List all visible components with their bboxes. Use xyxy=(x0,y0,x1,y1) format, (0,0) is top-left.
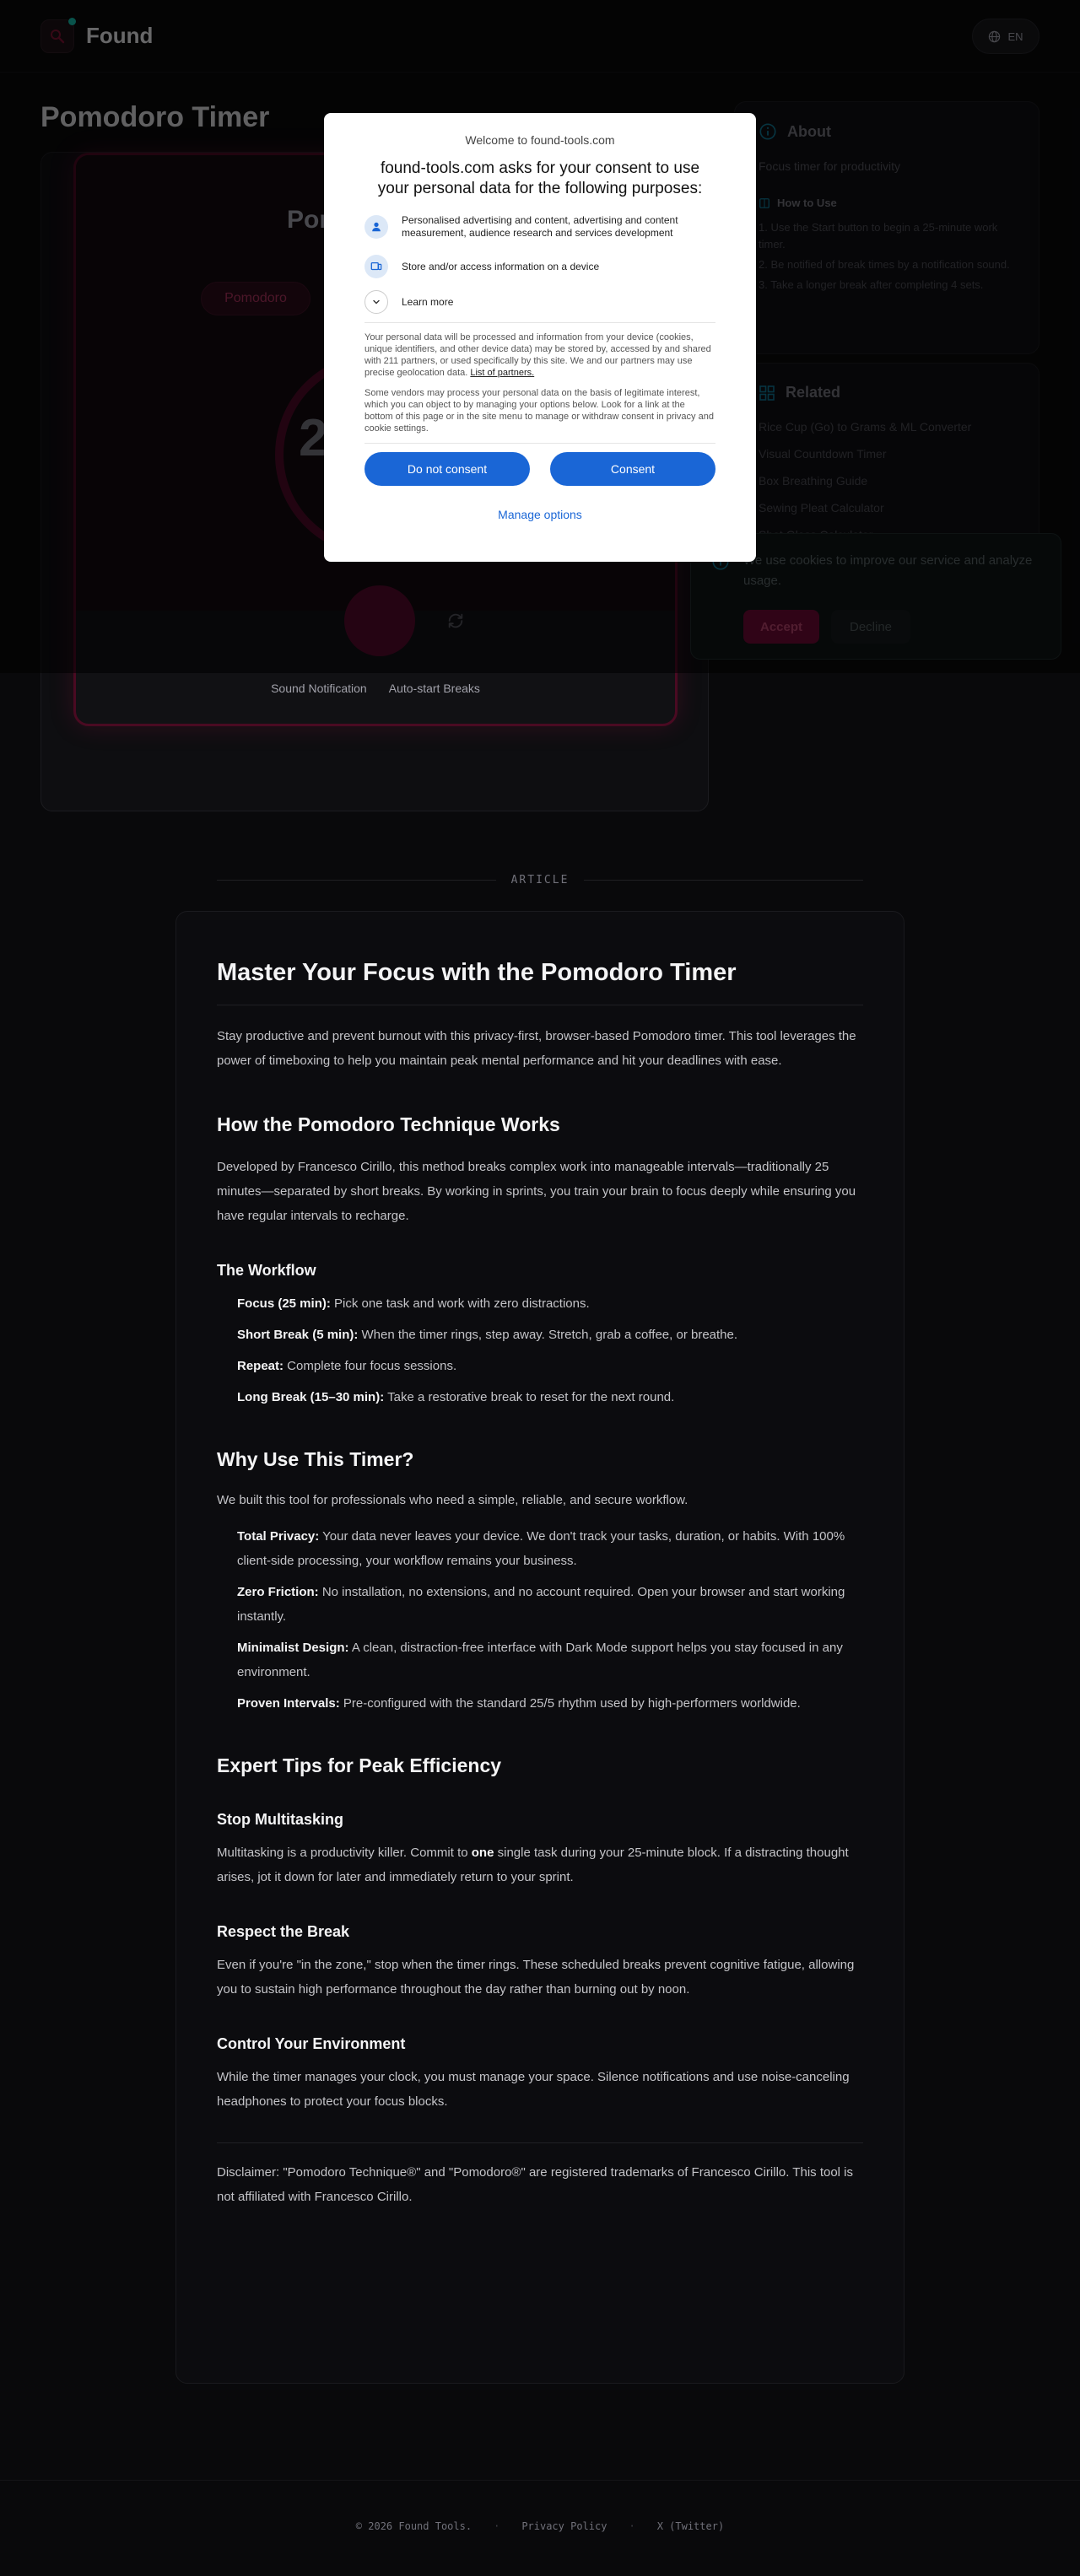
footer-divider xyxy=(0,2480,1080,2481)
section-paragraph: While the timer manages your clock, you must manage your space. Silence notifications and use noise-canceling headphones to protect your focus blocks. xyxy=(217,2070,850,2109)
consent-paragraph xyxy=(364,331,716,379)
auto-start-breaks-toggle[interactable]: Auto-start Breaks xyxy=(388,682,480,695)
list-item xyxy=(237,1354,863,1378)
consent-paragraph: Some vendors may process your personal data on the basis of legitimate interest, which you can object to by managing your options below. Look for a link at the bottom of this page or in the site menu to manage or withdraw consent in privacy and cookie settings. xyxy=(364,388,714,434)
consent-purpose-text: Store and/or access information on a device xyxy=(402,260,600,272)
person-icon xyxy=(364,215,388,239)
timer-options xyxy=(76,682,675,695)
site-footer xyxy=(0,2520,1080,2532)
section-paragraph: Developed by Francesco Cirillo, this method breaks complex work into manageable intervals—traditionally 25 minutes—separated by short breaks. By working in sprints, you train your brain to focus deeply while ensuring you have regular intervals to recharge. xyxy=(217,1160,856,1223)
footer-separator: · xyxy=(494,2520,500,2532)
footer-separator: · xyxy=(629,2520,635,2532)
subsection-heading: The Workflow xyxy=(217,1262,316,1279)
partners-link[interactable]: List of partners. xyxy=(470,368,535,378)
learn-more-toggle[interactable] xyxy=(364,290,716,314)
section-heading: Why Use This Timer? xyxy=(217,1448,414,1470)
paragraph-text: single task during your 25-minute block. If a distracting thought arises, jot it down for later and immediately return to your sprint. xyxy=(217,1846,849,1884)
list-item xyxy=(237,1691,863,1716)
list-term: Total Privacy: xyxy=(237,1529,320,1544)
chevron-down-icon xyxy=(364,290,388,314)
consent-title: found-tools.com asks for your consent to use your personal data for the following purposes: xyxy=(377,159,703,197)
list-text: Pick one task and work with zero distractions. xyxy=(330,1296,590,1311)
list-term: Minimalist Design: xyxy=(237,1641,349,1655)
list-term: Long Break (15–30 min): xyxy=(237,1390,385,1404)
list-text: Your data never leaves your device. We don't track your tasks, duration, or habits. With 100% client-side processing, your workflow remains your business. xyxy=(237,1529,845,1568)
section-heading: Expert Tips for Peak Efficiency xyxy=(217,1754,502,1776)
learn-more-label: Learn more xyxy=(402,296,454,308)
consent-purpose xyxy=(364,214,716,240)
list-term: Zero Friction: xyxy=(237,1585,319,1599)
consent-actions xyxy=(364,452,716,486)
consent-purpose xyxy=(364,255,716,278)
subsection-heading: Stop Multitasking xyxy=(217,1811,343,1828)
section-heading: How the Pomodoro Technique Works xyxy=(217,1113,560,1135)
list-text: A clean, distraction-free interface with Dark Mode support helps you stay focused in any environment. xyxy=(237,1641,843,1679)
list-item xyxy=(237,1580,863,1629)
list-text: When the timer rings, step away. Stretch, grab a coffee, or breathe. xyxy=(358,1328,738,1342)
subsection-heading: Control Your Environment xyxy=(217,2035,406,2052)
why-list xyxy=(217,1524,863,1716)
list-term: Focus (25 min): xyxy=(237,1296,331,1311)
list-item xyxy=(237,1385,863,1409)
list-text: Pre-configured with the standard 25/5 rhythm used by high-performers worldwide. xyxy=(339,1696,801,1711)
divider xyxy=(217,2142,863,2143)
section-paragraph xyxy=(217,1840,863,1889)
divider xyxy=(364,322,716,323)
list-item xyxy=(237,1323,863,1347)
consent-paragraph-text: Your personal data will be processed and information from your device (cookies, unique identifiers, and other device data) may be stored by, accessed by and shared with 211 partners, or used specifically by this site. We and our partners may use precise geolocation data. xyxy=(364,332,711,378)
paragraph-text: Multitasking is a productivity killer. Commit to xyxy=(217,1846,472,1860)
sound-notification-toggle[interactable]: Sound Notification xyxy=(271,682,367,695)
section-paragraph: We built this tool for professionals who need a simple, reliable, and secure workflow. xyxy=(217,1493,688,1507)
consent-purpose-text: Personalised advertising and content, advertising and content measurement, audience research and services development xyxy=(402,214,678,239)
list-text: Complete four focus sessions. xyxy=(284,1359,457,1373)
list-term: Short Break (5 min): xyxy=(237,1328,359,1342)
list-item xyxy=(237,1291,863,1316)
do-not-consent-button[interactable]: Do not consent xyxy=(364,452,530,486)
list-text: No installation, no extensions, and no account required. Open your browser and start working instantly. xyxy=(237,1585,845,1624)
article-divider xyxy=(217,874,863,887)
consent-dialog xyxy=(324,113,756,562)
list-item xyxy=(237,1524,863,1573)
device-icon xyxy=(364,255,388,278)
twitter-link[interactable]: X (Twitter) xyxy=(656,2520,725,2532)
article-title: Master Your Focus with the Pomodoro Timer xyxy=(217,959,737,986)
divider-line xyxy=(584,880,863,881)
article-intro: Stay productive and prevent burnout with this privacy-first, browser-based Pomodoro timer. This tool leverages the power of timeboxing to help you maintain peak mental performance and hit your deadlines with ease. xyxy=(217,1029,856,1068)
section-paragraph: Even if you're "in the zone," stop when the timer rings. These scheduled breaks prevent cognitive fatigue, allowing you to sustain high performance throughout the day rather than burning out by noon. xyxy=(217,1958,855,1997)
privacy-policy-link[interactable]: Privacy Policy xyxy=(521,2520,608,2532)
list-text: Take a restorative break to reset for the next round. xyxy=(384,1390,675,1404)
divider xyxy=(364,443,716,444)
article-card xyxy=(176,911,904,2384)
workflow-list xyxy=(217,1291,863,1409)
list-term: Repeat: xyxy=(237,1359,284,1373)
list-item xyxy=(237,1636,863,1684)
trademark-disclaimer: Disclaimer: "Pomodoro Technique®" and "Pomodoro®" are registered trademarks of Francesco Cirillo. This tool is not affiliated with Francesco Cirillo. xyxy=(217,2165,853,2204)
emphasis-text: one xyxy=(471,1846,494,1860)
manage-options-link[interactable]: Manage options xyxy=(498,508,582,521)
article-label: ARTICLE xyxy=(510,874,570,887)
subsection-heading: Respect the Break xyxy=(217,1923,350,1940)
copyright: © 2026 Found Tools. xyxy=(355,2520,472,2532)
consent-site: Welcome to found-tools.com xyxy=(465,133,615,147)
list-term: Proven Intervals: xyxy=(237,1696,340,1711)
consent-button[interactable]: Consent xyxy=(550,452,716,486)
divider-line xyxy=(217,880,496,881)
